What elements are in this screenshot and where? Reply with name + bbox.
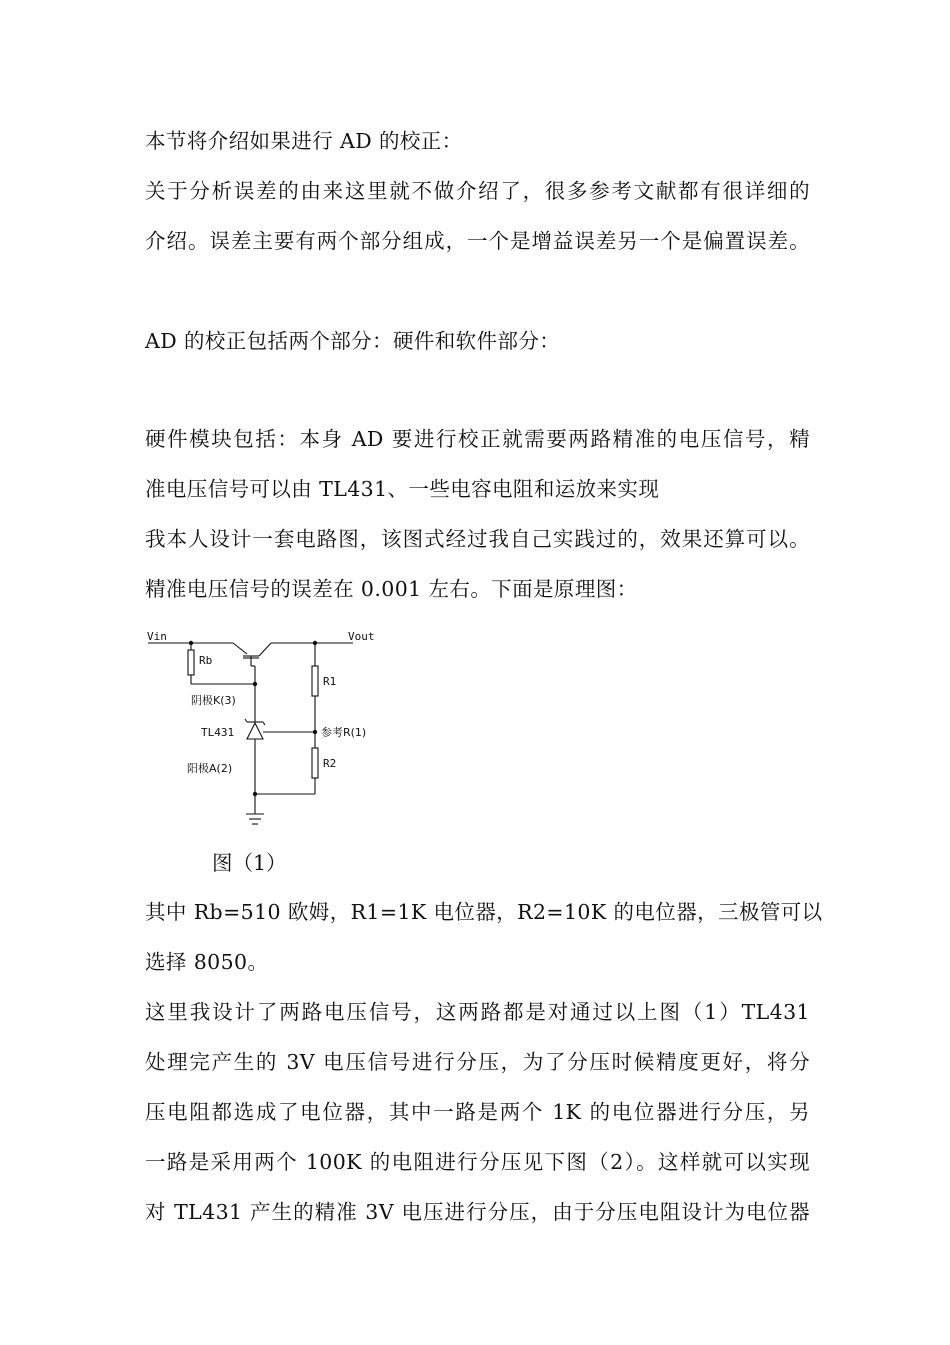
paragraph-2: AD 的校正包括两个部分：硬件和软件部分： [145,329,561,353]
paragraph-4-line-2: 精准电压信号的误差在 0.001 左右。下面是原理图： [145,577,638,601]
label-tl431: TL431 [201,726,235,739]
label-ref: 参考R(1) [321,726,367,739]
paragraph-6-line-3: 压电阻都选成了电位器，其中一路是两个 1K 的电位器进行分压，另 [145,1100,810,1124]
paragraph-4-line-1: 我本人设计一套电路图，该图式经过我自己实践过的，效果还算可以。 [145,527,810,551]
paragraph-intro: 本节将介绍如果进行 AD 的校正： [145,129,463,153]
label-rb: Rb [199,654,213,667]
paragraph-1-line-1: 关于分析误差的由来这里就不做介绍了，很多参考文献都有很详细的 [145,179,810,203]
label-vin: Vin [147,630,167,643]
label-cathode: 阴极K(3) [191,694,236,707]
label-r2: R2 [323,757,337,770]
paragraph-1-line-2: 介绍。误差主要有两个部分组成，一个是增益误差另一个是偏置误差。 [145,229,810,253]
paragraph-6-line-4: 一路是采用两个 100K 的电阻进行分压见下图（2）。这样就可以实现 [145,1150,810,1174]
paragraph-3-line-2: 准电压信号可以由 TL431、一些电容电阻和运放来实现 [145,477,660,501]
paragraph-6-line-5: 对 TL431 产生的精准 3V 电压进行分压，由于分压电阻设计为电位器 [145,1200,810,1224]
paragraph-5-line-1: 其中 Rb=510 欧姆，R1=1K 电位器，R2=10K 的电位器，三极管可以 [145,900,823,924]
paragraph-5-line-2: 选择 8050。 [145,950,269,974]
label-r1: R1 [323,675,337,688]
tl431-circuit-diagram [143,626,393,836]
paragraph-3-line-1: 硬件模块包括：本身 AD 要进行校正就需要两路精准的电压信号，精 [145,427,810,451]
paragraph-6-line-1: 这里我设计了两路电压信号，这两路都是对通过以上图（1）TL431 [145,1000,810,1024]
paragraph-6-line-2: 处理完产生的 3V 电压信号进行分压，为了分压时候精度更好，将分 [145,1050,810,1074]
label-vout: Vout [348,630,375,643]
label-anode: 阳极A(2) [187,762,233,775]
figure-caption: 图（1） [212,851,287,875]
